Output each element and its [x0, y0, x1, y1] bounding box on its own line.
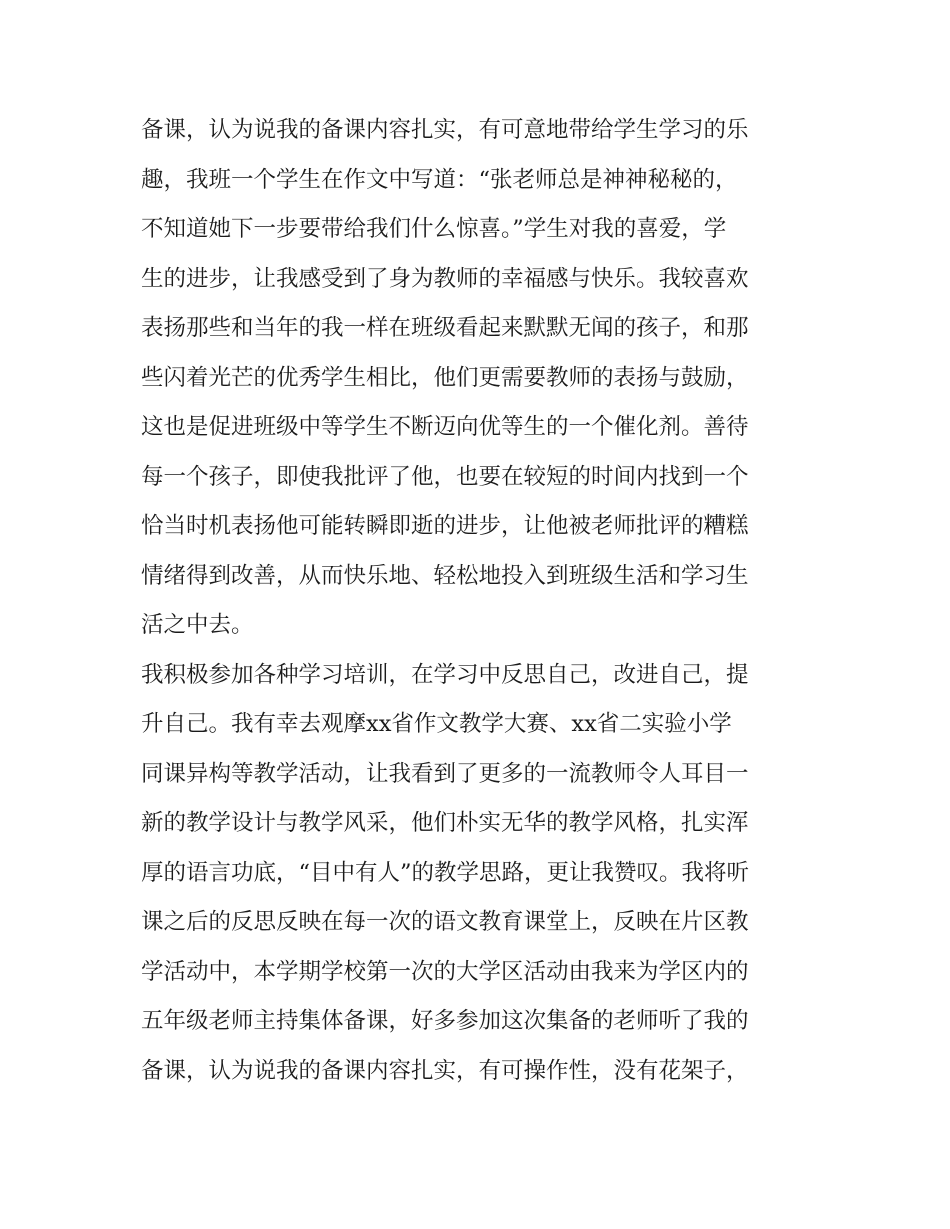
text-line: 活之中去。: [141, 612, 254, 638]
text-line: 备课，认为说我的备课内容扎实，有可意地带给学生学习的乐: [141, 117, 749, 143]
text-line: 新的教学设计与教学风采，他们朴实无华的教学风格，扎实浑: [141, 810, 749, 836]
text-line: 课之后的反思反映在每一次的语文教育课堂上，反映在片区教: [141, 909, 749, 935]
text-line: 升自己。我有幸去观摩xx省作文教学大赛、xx省二实验小学: [141, 711, 732, 737]
text-line: 趣，我班一个学生在作文中写道：“张老师总是神神秘秘的，: [141, 166, 738, 193]
text-line: 这也是促进班级中等学生不断迈向优等生的一个催化剂。善待: [141, 414, 749, 440]
text-line: 表扬那些和当年的我一样在班级看起来默默无闻的孩子，和那: [141, 315, 749, 341]
text-line: 学活动中，本学期学校第一次的大学区活动由我来为学区内的: [141, 958, 749, 985]
text-line: 每一个孩子，即使我批评了他，也要在较短的时间内找到一个: [141, 463, 749, 490]
document-body: [141, 106, 821, 1096]
text-line: 生的进步，让我感受到了身为教师的幸福感与快乐。我较喜欢: [141, 265, 749, 292]
text-line: 厚的语言功底，“目中有人”的教学思路，更让我赞叹。我将听: [141, 859, 750, 886]
text-line: 些闪着光芒的优秀学生相比，他们更需要教师的表扬与鼓励，: [141, 364, 749, 391]
text-line: 我积极参加各种学习培训，在学习中反思自己，改进自己，提: [141, 661, 749, 688]
text-line: 备课，认为说我的备课内容扎实，有可操作性，没有花架子，: [141, 1057, 749, 1084]
text-line: 不知道她下一步要带给我们什么惊喜。”学生对我的喜爱，学: [141, 216, 727, 242]
text-line: 情绪得到改善，从而快乐地、轻松地投入到班级生活和学习生: [141, 562, 749, 589]
text-line: 同课异构等教学活动，让我看到了更多的一流教师令人耳目一: [141, 760, 749, 787]
text-line: 五年级老师主持集体备课，好多参加这次集备的老师听了我的: [141, 1008, 749, 1034]
text-line: 恰当时机表扬他可能转瞬即逝的进步，让他被老师批评的糟糕: [141, 513, 749, 539]
